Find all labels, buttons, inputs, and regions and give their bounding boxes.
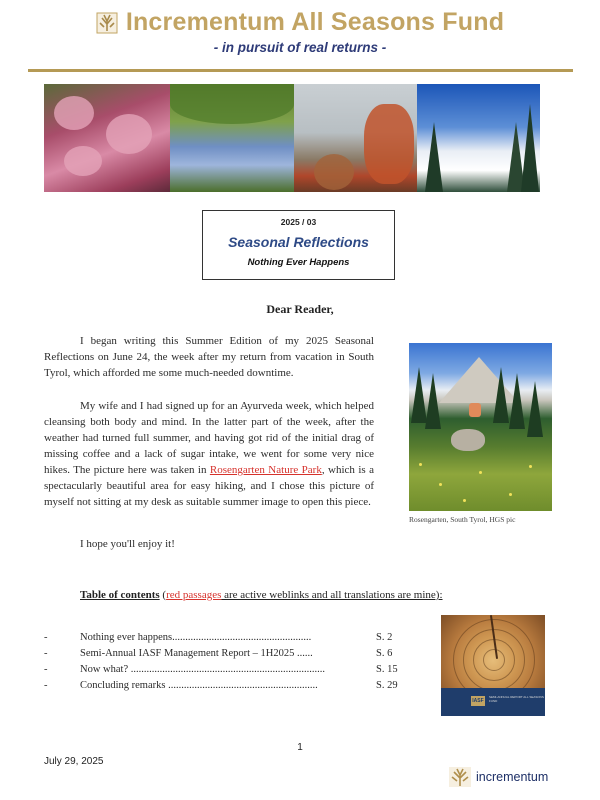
report-cover-image xyxy=(441,615,545,716)
photo-caption: Rosengarten, South Tyrol, HGS pic xyxy=(409,515,516,524)
tree-logo-icon xyxy=(96,12,118,34)
title-row xyxy=(0,8,600,37)
issue-box xyxy=(202,210,395,280)
winter-snow-photo xyxy=(417,84,540,192)
toc-item[interactable]: - Nothing ever happens..................................................... S. 2 xyxy=(44,630,404,646)
series-title: Seasonal Reflections xyxy=(228,234,369,250)
paragraph-2 xyxy=(44,398,374,510)
fund-tagline: - in pursuit of real returns - xyxy=(213,40,387,55)
paragraph-2-text-end: , which is a spectacularly beautiful area for easy hiking, and I chose this picture of myself not sitting at my desk as suitable summer image to open this piece. xyxy=(44,464,375,508)
toc-item-title: Concluding remarks ......................................................... xyxy=(80,680,318,691)
issue-number: 2025 / 03 xyxy=(280,217,317,227)
document-date: July 29, 2025 xyxy=(44,756,104,767)
toc-item-page: S. 15 xyxy=(376,664,398,675)
cover-text: SEMI-ANNUAL REPORT ALL SEASONS FUND xyxy=(489,695,544,703)
rosengarten-photo xyxy=(409,343,552,511)
rosengarten-link[interactable]: Rosengarten Nature Park xyxy=(209,464,322,476)
seasons-banner xyxy=(44,84,563,192)
toc-heading-bold: Table of contents xyxy=(80,589,160,601)
hiker-figure xyxy=(469,403,481,417)
page-number: 1 xyxy=(297,742,303,753)
toc-item-page: S. 29 xyxy=(376,680,398,691)
greeting: Dear Reader, xyxy=(266,302,334,316)
fund-title: Incrementum All Seasons Fund xyxy=(125,8,505,36)
spring-blossom-photo xyxy=(44,84,170,192)
header-divider xyxy=(28,69,573,72)
paragraph-3: I hope you'll enjoy it! xyxy=(80,538,175,550)
paragraph-1: I began writing this Summer Edition of my 2025 Seasonal Reflections on June 24, the week after my return from vacation in South Tyrol, which afforded me some much-needed downtime. xyxy=(44,335,374,379)
toc-item-page: S. 6 xyxy=(376,648,393,659)
document-header xyxy=(0,8,600,55)
toc-item[interactable]: - Semi-Annual IASF Management Report – 1H2025 ...... S. 6 xyxy=(44,646,404,662)
issue-subtitle: Nothing Ever Happens xyxy=(247,257,350,268)
tree-logo-icon xyxy=(449,767,471,787)
cover-logo: IASF xyxy=(472,698,484,704)
toc-heading-rest: are active weblinks and all translations are mine): xyxy=(221,589,443,601)
autumn-foliage-photo xyxy=(294,84,417,192)
toc-item-page: S. 2 xyxy=(376,632,393,643)
toc-item[interactable]: - Now what? .......................................................................... S. 15 xyxy=(44,662,404,678)
table-of-contents xyxy=(44,630,404,694)
toc-item[interactable]: - Concluding remarks ......................................................... S. 29 xyxy=(44,678,404,694)
toc-heading: Table of contents (red passages are active weblinks and all translations are mine): xyxy=(80,589,443,601)
toc-item-title: Nothing ever happens..................................................... xyxy=(80,632,312,643)
summer-lake-photo xyxy=(170,84,294,192)
footer-brand xyxy=(449,767,548,787)
brand-name: incrementum xyxy=(476,770,549,784)
toc-item-title: Semi-Annual IASF Management Report – 1H2025 ...... xyxy=(80,648,313,659)
toc-item-title: Now what? .......................................................................... xyxy=(80,664,325,675)
toc-red-passages: red passages xyxy=(166,589,222,601)
paragraph-2-text: My wife and I had signed up for an Ayurveda week, which helped cleansing both body and mind. In the latter part of the week, after the weather had turned full summer, and having got rid of the initial drag of missing coffee and a lack of sugar intake, we went for some very nice hikes. The picture here was taken in xyxy=(44,400,374,476)
